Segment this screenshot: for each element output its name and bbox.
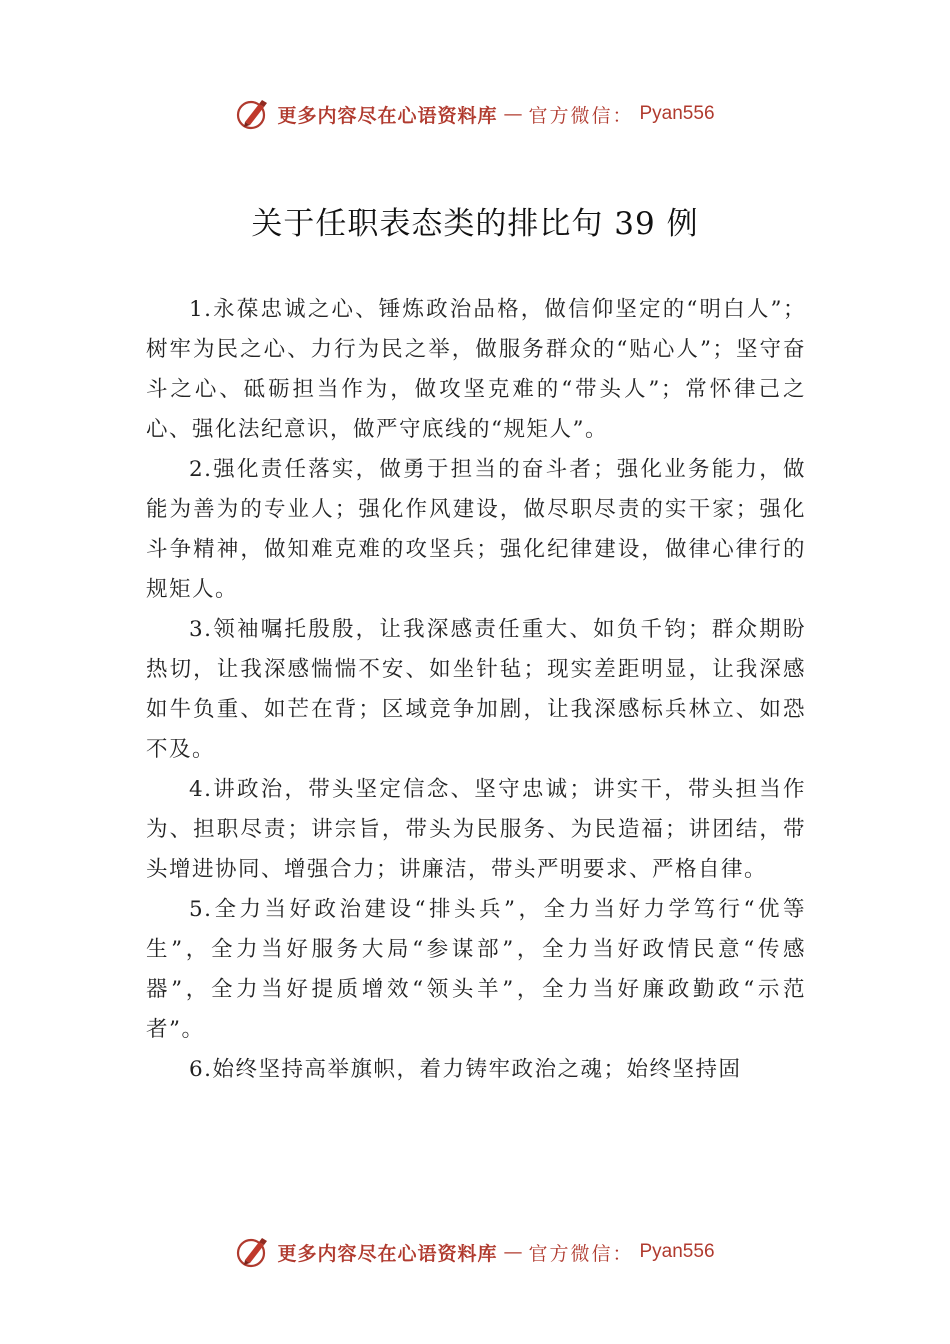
paragraph-3: 3.领袖嘱托殷殷，让我深感责任重大、如负千钧；群众期盼热切，让我深感惴惴不安、如坐针毡；现实差距明显，让我深感如牛负重、如芒在背；区域竞争加剧，让我深感标兵林立、如恐不及。 [146, 617, 806, 762]
paragraph-4: 4.讲政治，带头坚定信念、坚守忠诚；讲实干，带头担当作为、担职尽责；讲宗旨，带头为民服务、为民造福；讲团结，带头增进协同、增强合力；讲廉洁，带头严明要求、严格自律。 [146, 777, 806, 882]
header-banner [0, 94, 950, 134]
banner-wechat-id: Pyan556 [639, 1241, 715, 1262]
paragraph-5: 5.全力当好政治建设“排头兵”，全力当好力学笃行“优等生”，全力当好服务大局“参谋部”，全力当好政情民意“传感器”，全力当好提质增效“领头羊”，全力当好廉政勤政“示范者”。 [146, 897, 806, 1042]
paragraph-6: 6.始终坚持高举旗帜，着力铸牢政治之魂；始终坚持固 [189, 1057, 742, 1082]
paragraph-1: 1.永葆忠诚之心、锤炼政治品格，做信仰坚定的“明白人”；树牢为民之心、力行为民之举，做服务群众的“贴心人”；坚守奋斗之心、砥砺担当作为，做攻坚克难的“带头人”；常怀律己之心、强化法纪意识，做严守底线的“规矩人”。 [146, 297, 806, 442]
pen-logo-icon [235, 1234, 271, 1270]
banner-title: 更多内容尽在心语资料库 [277, 1242, 498, 1265]
pen-logo-icon [235, 96, 271, 132]
banner-wechat-label: 官方微信： [528, 104, 634, 127]
banner-separator: — [503, 103, 523, 125]
banner-separator: — [503, 1241, 523, 1263]
paragraph-2: 2.强化责任落实，做勇于担当的奋斗者；强化业务能力，做能为善为的专业人；强化作风建设，做尽职尽责的实干家；强化斗争精神，做知难克难的攻坚兵；强化纪律建设，做律心律行的规矩人。 [146, 457, 806, 602]
document-body [146, 290, 806, 1090]
document-title: 关于任职表态类的排比句 39 例 [251, 206, 699, 242]
footer-banner [0, 1232, 950, 1272]
banner-wechat-id: Pyan556 [639, 103, 715, 124]
banner-title: 更多内容尽在心语资料库 [277, 104, 498, 127]
banner-wechat-label: 官方微信： [528, 1242, 634, 1265]
